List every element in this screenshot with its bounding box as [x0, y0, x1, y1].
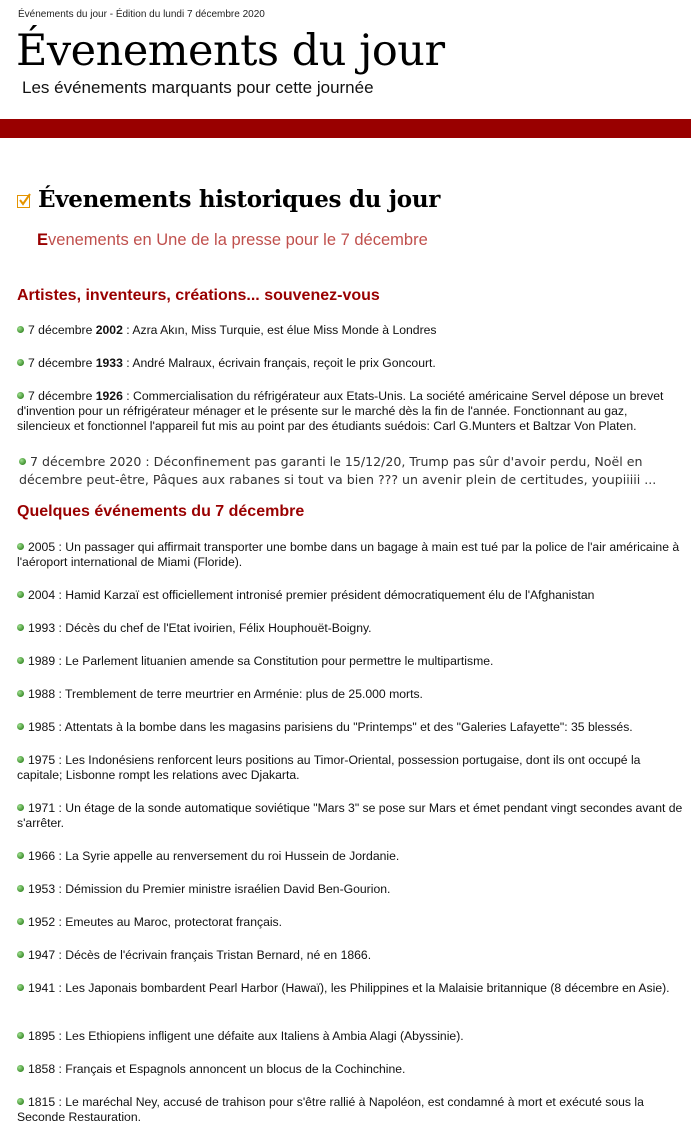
- press-link[interactable]: [37, 231, 428, 250]
- bullet-icon: [17, 657, 24, 664]
- event-item: 1993 : Décès du chef de l'Etat ivoirien, Félix Houphouët-Boigny.: [17, 621, 683, 636]
- bullet-icon: [17, 723, 24, 730]
- event-item: 1989 : Le Parlement lituanien amende sa Constitution pour permettre le multipartisme.: [17, 654, 683, 669]
- artists-heading: Artistes, inventeurs, créations... souvenez-vous: [17, 287, 380, 304]
- bullet-icon: [17, 392, 24, 399]
- event-item: 1988 : Tremblement de terre meurtrier en Arménie: plus de 25.000 morts.: [17, 687, 683, 702]
- event-item: 1985 : Attentats à la bombe dans les magasins parisiens du "Printemps" et des "Galeries Lafayette": 35 blessés.: [17, 720, 683, 735]
- bullet-icon: [17, 852, 24, 859]
- header-divider-bar: [0, 119, 691, 138]
- press-link-text: venements en Une de la presse pour le 7 décembre: [48, 231, 428, 249]
- list-item: 7 décembre 2002 : Azra Akın, Miss Turquie, est élue Miss Monde à Londres: [17, 323, 683, 338]
- event-item: 1815 : Le maréchal Ney, accusé de trahison pour s'être rallié à Napoléon, est condamné à mort et exécuté sous la Seconde Restauration.: [17, 1095, 644, 1124]
- event-item: 1975 : Les Indonésiens renforcent leurs positions au Timor-Oriental, possession portugaise, dont ils ont occupé la capitale; Lisbonne rompt les relations avec Djakarta.: [17, 753, 641, 782]
- bullet-icon: [17, 326, 24, 333]
- event-item: 2005 : Un passager qui affirmait transporter une bombe dans un bagage à main est tué par la police de l'air américaine à l'aéroport international de Miami (Floride).: [17, 540, 680, 569]
- event-item: 1858 : Français et Espagnols annoncent un blocus de la Cochinchine.: [17, 1062, 683, 1077]
- bullet-icon: [17, 591, 24, 598]
- event-item: 1966 : La Syrie appelle au renversement du roi Hussein de Jordanie.: [17, 849, 683, 864]
- event-item: 1895 : Les Ethiopiens infligent une défaite aux Italiens à Ambia Alagi (Abyssinie).: [17, 1029, 683, 1044]
- special-item: 7 décembre 2020 : Déconfinement pas garanti le 15/12/20, Trump pas sûr d'avoir perdu, Noël en décembre peut-être, Pâques aux rabanes si tout va bien ??? un avenir plein de certitudes, youpiiiii ...: [19, 454, 657, 487]
- checkbox-icon: [17, 195, 30, 208]
- edition-line: Événements du jour - Édition du lundi 7 décembre 2020: [18, 9, 265, 20]
- bullet-icon: [17, 756, 24, 763]
- event-item: 1952 : Emeutes au Maroc, protectorat français.: [17, 915, 683, 930]
- event-item: 1953 : Démission du Premier ministre israélien David Ben-Gourion.: [17, 882, 683, 897]
- bullet-icon: [17, 984, 24, 991]
- bullet-icon: [17, 951, 24, 958]
- list-item: 7 décembre 1926 : Commercialisation du réfrigérateur aux Etats-Unis. La société américaine Servel dépose un brevet d'invention pour un réfrigérateur ménager et le présente sur le marché dès la fin de l'année. Fonctionnant au gaz, silencieux et fonctionnel l'appareil fut mis au point par des étudiants suédois: Carl G.Munters et Baltzar Von Platen.: [17, 389, 664, 433]
- event-item: 2004 : Hamid Karzaï est officiellement intronisé premier président démocratiquement élu de l'Afghanistan: [17, 588, 683, 603]
- bullet-icon: [17, 543, 24, 550]
- list-item: 7 décembre 1933 : André Malraux, écrivain français, reçoit le prix Goncourt.: [17, 356, 683, 371]
- site-title[interactable]: Évenements du jour: [16, 26, 445, 76]
- event-item: 1941 : Les Japonais bombardent Pearl Harbor (Hawaï), les Philippines et la Malaisie britannique (8 décembre en Asie).: [17, 981, 683, 996]
- site-subtitle: Les événements marquants pour cette journée: [22, 78, 374, 97]
- press-link-initial: E: [37, 231, 49, 249]
- event-item: 1971 : Un étage de la sonde automatique soviétique "Mars 3" se pose sur Mars et émet pendant vingt secondes avant de s'arrêter.: [17, 801, 683, 830]
- bullet-icon: [17, 885, 24, 892]
- events-heading: Quelques événements du 7 décembre: [17, 503, 305, 520]
- bullet-icon: [17, 1065, 24, 1072]
- bullet-icon: [17, 918, 24, 925]
- bullet-icon: [19, 458, 26, 465]
- bullet-icon: [17, 1032, 24, 1039]
- bullet-icon: [17, 624, 24, 631]
- section-header: [17, 186, 440, 213]
- section-title: Évenements historiques du jour: [38, 186, 441, 213]
- bullet-icon: [17, 359, 24, 366]
- bullet-icon: [17, 1098, 24, 1105]
- bullet-icon: [17, 690, 24, 697]
- bullet-icon: [17, 804, 24, 811]
- event-item: 1947 : Décès de l'écrivain français Tristan Bernard, né en 1866.: [17, 948, 683, 963]
